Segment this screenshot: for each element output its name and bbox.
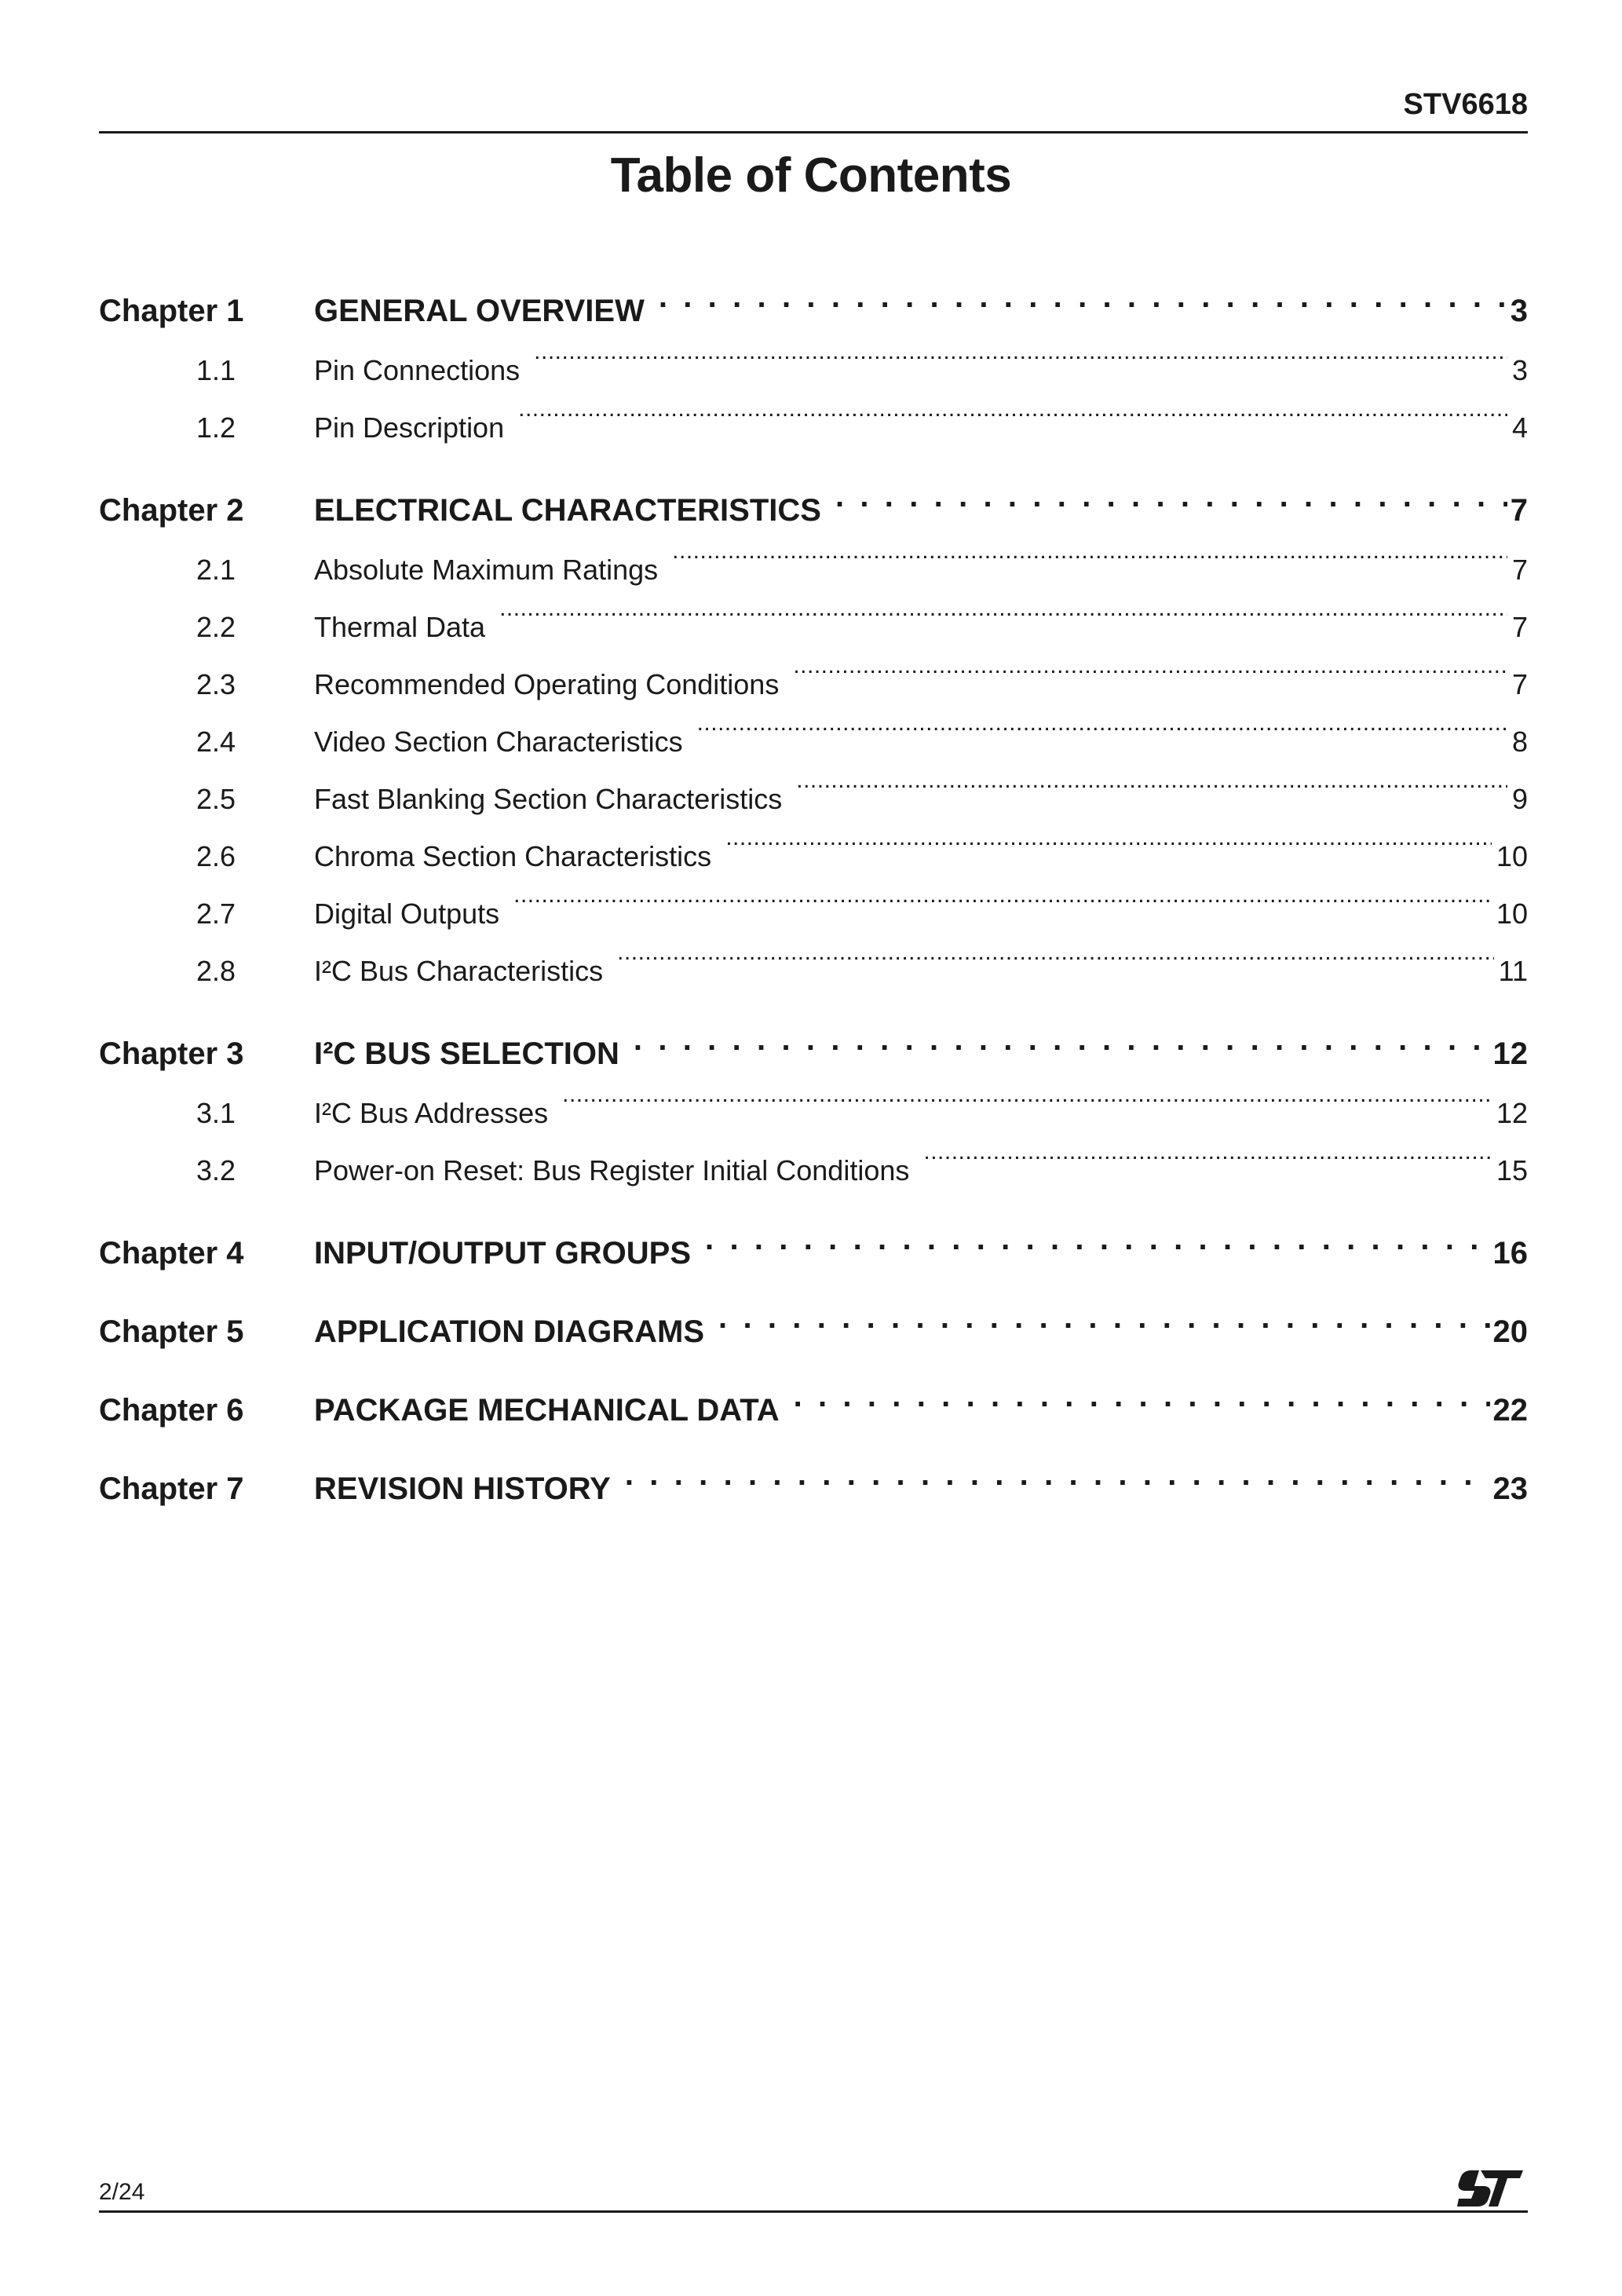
dot-leader xyxy=(562,1095,1492,1123)
section-title: Pin Connections xyxy=(314,354,521,386)
section-page-number: 9 xyxy=(1511,783,1528,815)
section-title: Video Section Characteristics xyxy=(314,726,683,758)
toc-chapter-5 xyxy=(99,1307,1528,1356)
section-page-number: 3 xyxy=(1511,354,1528,386)
chapter-page-number: 16 xyxy=(1492,1236,1528,1270)
section-title: I²C Bus Characteristics xyxy=(314,955,604,987)
chapter-title: I²C BUS SELECTION xyxy=(314,1036,619,1071)
chapter-page-number: 7 xyxy=(1510,493,1528,528)
chapter-title: REVISION HISTORY xyxy=(314,1472,611,1506)
chapter-title: APPLICATION DIAGRAMS xyxy=(314,1314,705,1349)
toc-chapter-entry[interactable] xyxy=(99,1029,1528,1078)
toc-section-entry[interactable] xyxy=(99,1084,1528,1142)
chapter-label: Chapter 1 xyxy=(99,294,244,328)
dot-leader xyxy=(625,1468,1490,1499)
toc-chapter-entry[interactable] xyxy=(99,1464,1528,1513)
section-number: 2.7 xyxy=(196,898,236,930)
section-number: 3.2 xyxy=(196,1154,236,1186)
section-number: 2.5 xyxy=(196,783,236,815)
toc-section-entry[interactable] xyxy=(99,942,1528,1000)
chapter-label: Chapter 5 xyxy=(99,1314,244,1349)
footer-rule xyxy=(99,2210,1528,2213)
dot-leader xyxy=(672,551,1507,579)
section-number: 1.2 xyxy=(196,411,236,444)
toc-chapter-7 xyxy=(99,1464,1528,1513)
section-title: Fast Blanking Section Characteristics xyxy=(314,783,783,815)
section-page-number: 11 xyxy=(1498,955,1528,987)
chapter-title: ELECTRICAL CHARACTERISTICS xyxy=(314,493,821,528)
toc-section-entry[interactable] xyxy=(99,1142,1528,1199)
toc-chapter-4 xyxy=(99,1229,1528,1278)
toc-chapter-6 xyxy=(99,1386,1528,1435)
toc-chapter-2 xyxy=(99,486,1528,1000)
toc-chapter-entry[interactable] xyxy=(99,1229,1528,1278)
section-page-number: 7 xyxy=(1511,611,1528,643)
toc-chapter-entry[interactable] xyxy=(99,1386,1528,1435)
toc-section-entry[interactable] xyxy=(99,342,1528,399)
header-rule xyxy=(99,131,1528,133)
section-page-number: 4 xyxy=(1511,411,1528,444)
toc-section-entry[interactable] xyxy=(99,885,1528,942)
chapter-label: Chapter 7 xyxy=(99,1472,244,1506)
toc-chapter-1 xyxy=(99,287,1528,456)
dot-leader xyxy=(725,838,1492,866)
dot-leader xyxy=(518,409,1507,437)
section-number: 2.6 xyxy=(196,840,236,872)
chapter-label: Chapter 2 xyxy=(99,493,244,528)
section-number: 2.2 xyxy=(196,611,236,643)
dot-leader xyxy=(534,352,1507,380)
section-number: 2.3 xyxy=(196,668,236,700)
dot-leader xyxy=(659,290,1507,321)
toc-section-entry[interactable] xyxy=(99,598,1528,656)
section-title: Power-on Reset: Bus Register Initial Conditions xyxy=(314,1154,910,1186)
section-title: Chroma Section Characteristics xyxy=(314,840,712,872)
dot-leader xyxy=(705,1232,1489,1263)
dot-leader xyxy=(634,1033,1490,1064)
section-title: Digital Outputs xyxy=(314,898,500,930)
chapter-label: Chapter 3 xyxy=(99,1036,244,1071)
section-page-number: 8 xyxy=(1511,726,1528,758)
chapter-page-number: 12 xyxy=(1492,1036,1528,1071)
section-title: Pin Description xyxy=(314,411,505,444)
toc-section-entry[interactable] xyxy=(99,828,1528,885)
section-number: 2.4 xyxy=(196,726,236,758)
document-id: STV6618 xyxy=(1403,88,1528,121)
dot-leader xyxy=(499,609,1507,637)
table-of-contents xyxy=(99,287,1528,1543)
toc-chapter-entry[interactable] xyxy=(99,287,1528,335)
chapter-page-number: 23 xyxy=(1492,1472,1528,1506)
section-page-number: 7 xyxy=(1511,668,1528,700)
section-page-number: 12 xyxy=(1496,1097,1528,1129)
section-number: 2.8 xyxy=(196,955,236,987)
section-number: 1.1 xyxy=(196,354,236,386)
dot-leader xyxy=(617,952,1494,981)
section-page-number: 7 xyxy=(1511,554,1528,586)
section-title: I²C Bus Addresses xyxy=(314,1097,549,1129)
toc-section-entry[interactable] xyxy=(99,541,1528,598)
toc-section-entry[interactable] xyxy=(99,713,1528,770)
dot-leader xyxy=(835,489,1507,521)
chapter-label: Chapter 6 xyxy=(99,1393,244,1428)
chapter-page-number: 3 xyxy=(1510,294,1528,328)
chapter-page-number: 22 xyxy=(1492,1393,1528,1428)
toc-section-entry[interactable] xyxy=(99,656,1528,713)
dot-leader xyxy=(923,1152,1492,1180)
dot-leader xyxy=(793,666,1507,694)
toc-section-entry[interactable] xyxy=(99,770,1528,828)
dot-leader xyxy=(794,1389,1490,1420)
section-title: Thermal Data xyxy=(314,611,486,643)
st-logo-icon xyxy=(1457,2167,1528,2210)
chapter-page-number: 20 xyxy=(1492,1314,1528,1349)
toc-chapter-entry[interactable] xyxy=(99,1307,1528,1356)
page-number: 2/24 xyxy=(99,2179,145,2205)
section-title: Absolute Maximum Ratings xyxy=(314,554,659,586)
dot-leader xyxy=(796,781,1507,809)
toc-chapter-entry[interactable] xyxy=(99,486,1528,535)
page-title: Table of Contents xyxy=(610,148,1012,203)
dot-leader xyxy=(697,723,1507,751)
dot-leader xyxy=(513,895,1492,923)
section-page-number: 10 xyxy=(1496,898,1528,930)
chapter-title: INPUT/OUTPUT GROUPS xyxy=(314,1236,692,1270)
toc-section-entry[interactable] xyxy=(99,399,1528,456)
dot-leader xyxy=(718,1311,1489,1342)
section-page-number: 10 xyxy=(1496,840,1528,872)
section-title: Recommended Operating Conditions xyxy=(314,668,780,700)
chapter-title: PACKAGE MECHANICAL DATA xyxy=(314,1393,780,1428)
section-number: 2.1 xyxy=(196,554,236,586)
chapter-label: Chapter 4 xyxy=(99,1236,244,1270)
chapter-title: GENERAL OVERVIEW xyxy=(314,294,645,328)
section-page-number: 15 xyxy=(1496,1154,1528,1186)
toc-chapter-3 xyxy=(99,1029,1528,1199)
section-number: 3.1 xyxy=(196,1097,236,1129)
